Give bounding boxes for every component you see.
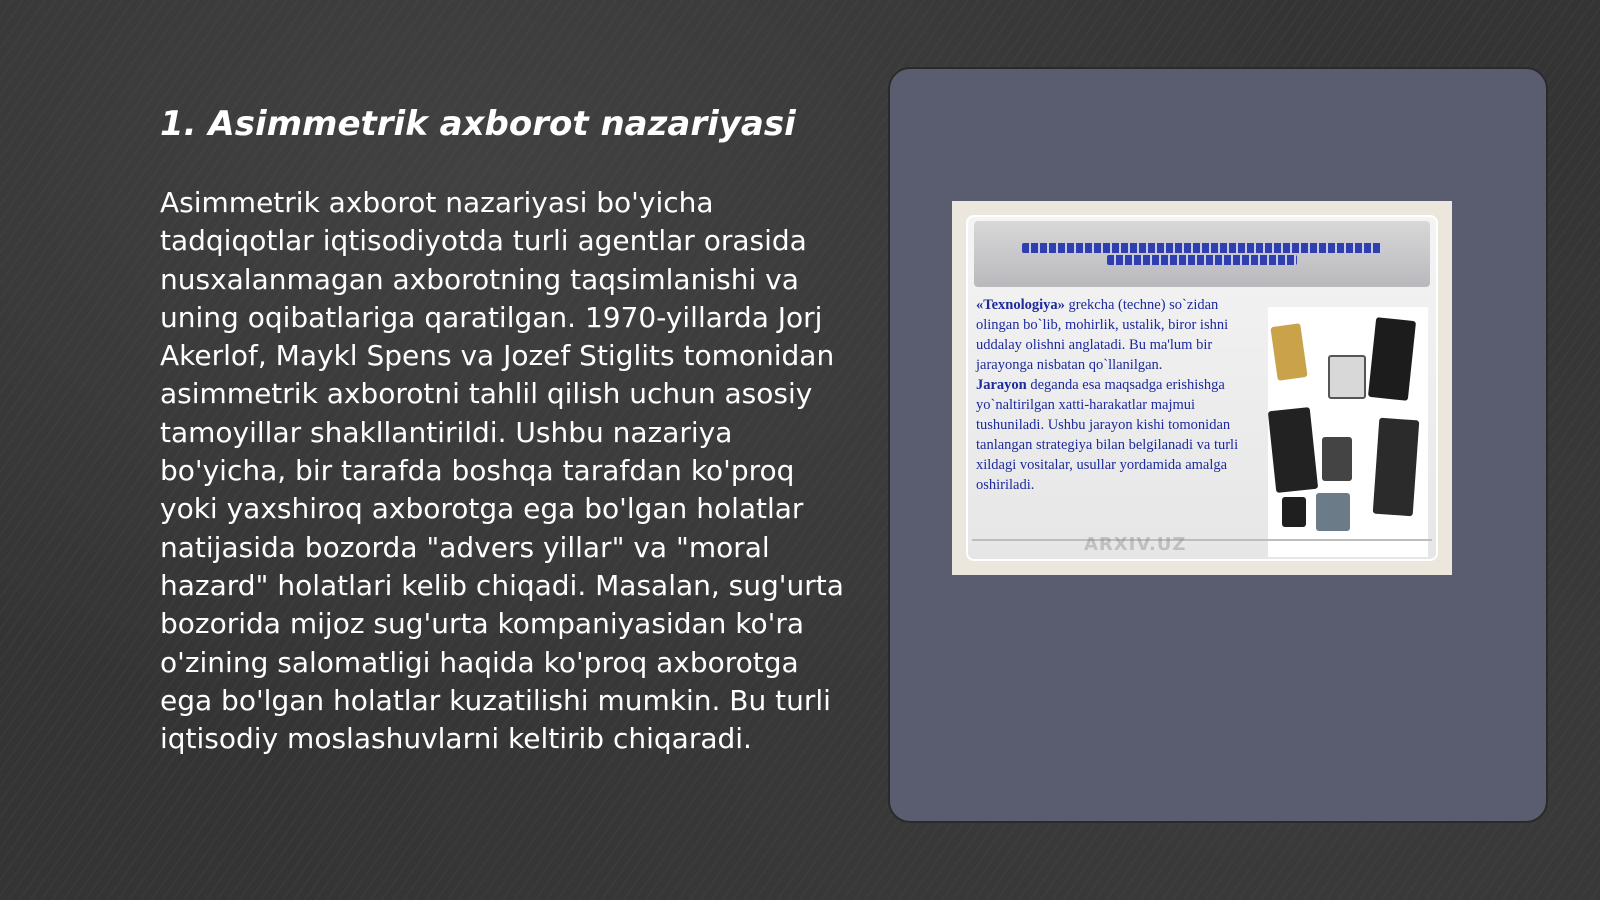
embedded-text-1: grekcha (techne) so`zidan olingan bo`lib, mohirlik, ustalik, biror ishni uddalay olishni anglatadi. Bu ma'lum bir jarayonga nisbatan qo`llanilgan. bbox=[976, 297, 1229, 373]
embedded-header-line-2 bbox=[1107, 255, 1297, 265]
pager-icon bbox=[1282, 497, 1306, 527]
tablet-icon bbox=[1368, 317, 1416, 401]
laptop-icon bbox=[1270, 323, 1307, 381]
slide-body-text: Asimmetrik axborot nazariyasi bo'yicha tadqiqotlar iqtisodiyotda turli agentlar orasida nusxalanmagan axborotning taqsimlanishi va uning oqibatlariga qaratilgan. 1970-yillarda Jorj Akerlof, Maykl Spens va Jozef Stiglits tomonidan asimmetrik axborotni tahlil qilish uchun asosiy tamoyillar shakllantirildi. Ushbu nazariya bo'yicha, bir tarafda boshqa tarafdan ko'proq yoki yaxshiroq axborotga ega bo'lgan holatlar natijasida bozorda "advers yillar" va "moral hazard" holatlari kelib chiqadi. Masalan, sug'urta bozorida mijoz sug'urta kompaniyasidan ko'ra o'zining salomatligi haqida ko'proq axborotga ega bo'lgan holatlar kuzatilishi mumkin. Bu turli iqtisodiy moslashuvlarni keltirib chiqaradi. bbox=[160, 186, 844, 756]
embedded-term-jarayon: Jarayon bbox=[976, 377, 1027, 393]
embedded-slide-inner bbox=[966, 215, 1438, 561]
embedded-slide-header bbox=[974, 221, 1430, 287]
watermark: ARXIV.UZ bbox=[1084, 534, 1187, 555]
pda-icon bbox=[1316, 493, 1350, 531]
devices-photo bbox=[1268, 307, 1428, 557]
embedded-term-texnologiya: «Texnologiya» bbox=[976, 297, 1065, 313]
embedded-footer-line bbox=[972, 539, 1432, 541]
embedded-slide-image bbox=[952, 201, 1452, 575]
slide-title: 1. Asimmetrik axborot nazariyasi bbox=[160, 104, 796, 144]
embedded-text-2: deganda esa maqsadga erishishga yo`naltirilgan xatti-harakatlar majmui tushuniladi. Ushbu jarayon kishi tomonidan tanlangan strategiya bilan belgilanadi va turli xildagi vositalar, usullar yordamida amalga oshiriladi. bbox=[976, 377, 1239, 493]
tablet-icon bbox=[1373, 418, 1420, 517]
image-panel bbox=[888, 67, 1548, 823]
embedded-header-line-1 bbox=[1022, 243, 1382, 253]
pda-icon bbox=[1328, 355, 1366, 399]
handheld-icon bbox=[1322, 437, 1352, 481]
tablet-icon bbox=[1268, 407, 1318, 493]
embedded-slide-text bbox=[976, 295, 1256, 495]
